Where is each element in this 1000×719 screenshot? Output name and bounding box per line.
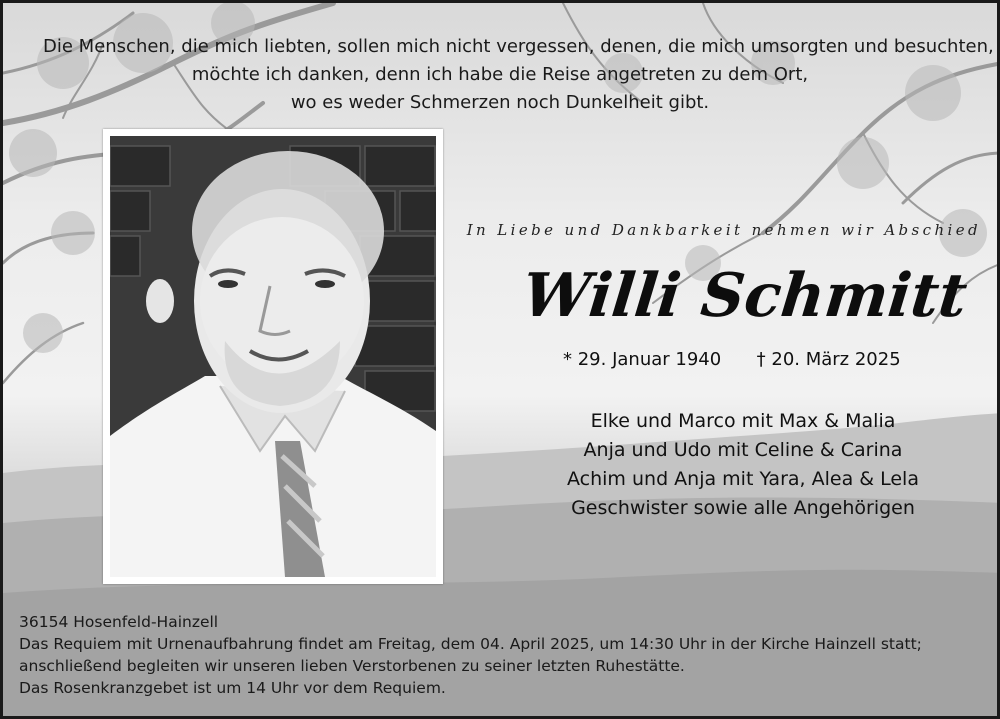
deceased-name: Willi Schmitt [519,261,971,331]
verse-line: wo es weder Schmerzen noch Dunkelheit gibt. [290,92,710,113]
verse-line: möchte ich danken, denn ich habe die Reise angetreten zu dem Ort, [191,64,809,85]
notice-line: Das Requiem mit Urnenaufbahrung findet am Freitag, dem 04. April 2025, um 14:30 Uhr in der Kirche Hainzell statt; [19,635,922,653]
death-date: † 20. März 2025 [756,349,901,370]
verse-quote [43,33,994,117]
notice-line: Das Rosenkranzgebet ist um 14 Uhr vor dem Requiem. [19,679,446,697]
mourners-line: Anja und Udo mit Celine & Carina [583,439,903,461]
verse-line: Die Menschen, die mich liebten, sollen mich nicht vergessen, denen, die mich umsorgten und besuchten, [43,36,994,57]
life-dates [563,349,903,370]
portrait-frame [103,129,443,584]
notice-location: 36154 Hosenfeld-Hainzell [19,613,219,631]
mourners-line: Elke und Marco mit Max & Malia [590,410,896,432]
farewell-phrase: In Liebe und Dankbarkeit nehmen wir Abschied [466,221,981,239]
notice-line: anschließend begleiten wir unseren lieben Verstorbenen zu seiner letzten Ruhestätte. [19,657,685,675]
portrait-photo [110,136,436,577]
mourners-line: Geschwister sowie alle Angehörigen [571,497,915,519]
mourners-list [523,407,963,523]
mourners-line: Achim und Anja mit Yara, Alea & Lela [567,468,919,490]
birth-date: * 29. Januar 1940 [563,349,722,370]
service-notice [19,611,979,699]
